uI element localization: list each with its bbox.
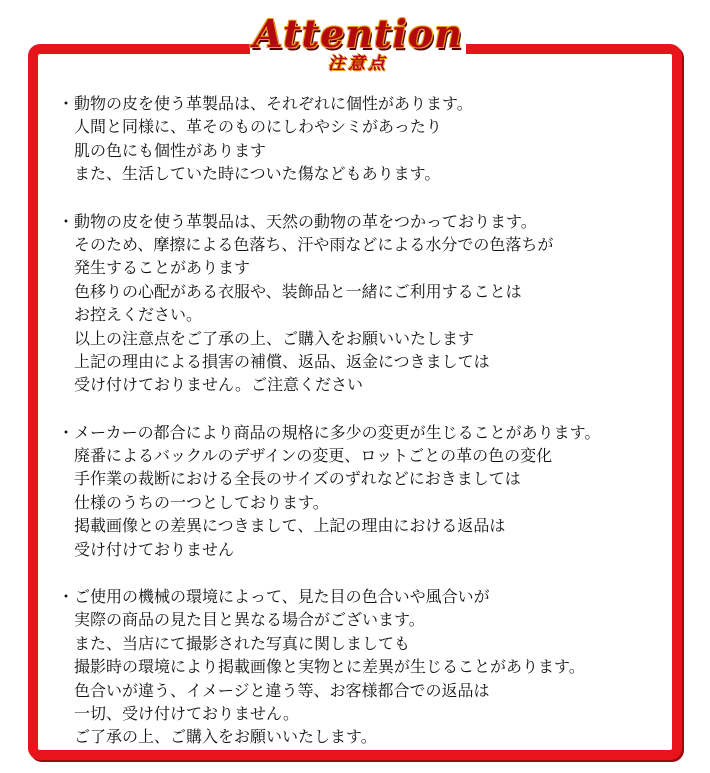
notice-line: 実際の商品の見た目と異なる場合がございます。	[74, 610, 425, 630]
attention-header	[250, 10, 466, 84]
notice-line: そのため、摩擦による色落ち、汗や雨などによる水分での色落ちが	[74, 234, 554, 254]
notice-section-color-fading	[58, 210, 668, 397]
notice-line: 以上の注意点をご了承の上、ご購入をお願いいたします	[74, 328, 475, 348]
notice-line: また、生活していた時についた傷などもあります。	[74, 164, 441, 184]
notice-section-display-differences	[58, 585, 668, 749]
notice-line: ・ご使用の機械の環境によって、見た目の色合いや風合いが	[58, 585, 668, 608]
bullet: ・	[58, 94, 75, 113]
notice-line: 掲載画像との差異につきまして、上記の理由における返品は	[74, 516, 506, 536]
notice-line: 人間と同様に、革そのものにしわやシミがあったり	[74, 117, 442, 137]
notice-section-individuality	[58, 92, 668, 186]
bullet: ・	[58, 211, 75, 231]
notice-line: お控えください。	[74, 305, 203, 325]
notice-line: 発生することがあります	[74, 258, 251, 278]
notice-line: ・動物の皮を使う革製品は、天然の動物の革をつかっております。	[58, 210, 668, 233]
notice-line: 色合いが違う、イメージと違う等、お客様都合での返品は	[74, 680, 490, 700]
bullet: ・	[58, 587, 75, 607]
notice-line: ご了承の上、ご購入をお願いいたします。	[74, 727, 377, 747]
notice-line: ・動物の皮を使う革製品は、それぞれに個性があります。	[58, 92, 668, 115]
notice-content	[58, 92, 668, 773]
notice-line: 手作業の裁断における全長のサイズのずれなどにおきましては	[74, 469, 521, 489]
notice-line: 色移りの心配がある衣服や、装飾品と一緒にご利用することは	[74, 281, 522, 301]
notice-line: 一切、受け付けておりません。	[74, 703, 299, 723]
notice-section-spec-changes	[58, 421, 668, 561]
notice-line: 肌の色にも個性があります	[74, 140, 267, 160]
bullet: ・	[58, 422, 75, 442]
notice-line: 上記の理由による損害の補償、返品、返金につきましては	[74, 351, 490, 371]
notice-line: 廃番によるバックルのデザインの変更、ロットごとの革の色の変化	[74, 446, 553, 466]
notice-line: 受け付けておりません。ご注意ください	[74, 375, 363, 395]
notice-line: また、当店にて撮影された写真に関しましても	[74, 633, 411, 653]
attention-title: Attention	[253, 11, 463, 56]
attention-subtitle: 注意点	[328, 54, 388, 74]
notice-line: 撮影時の環境により掲載画像と実物とに差異が生じることがあります。	[74, 657, 585, 677]
notice-line: ・メーカーの都合により商品の規格に多少の変更が生じることがあります。	[58, 421, 668, 444]
notice-line: 受け付けておりません	[74, 539, 235, 559]
notice-line: 仕様のうちの一つとしております。	[74, 492, 329, 512]
